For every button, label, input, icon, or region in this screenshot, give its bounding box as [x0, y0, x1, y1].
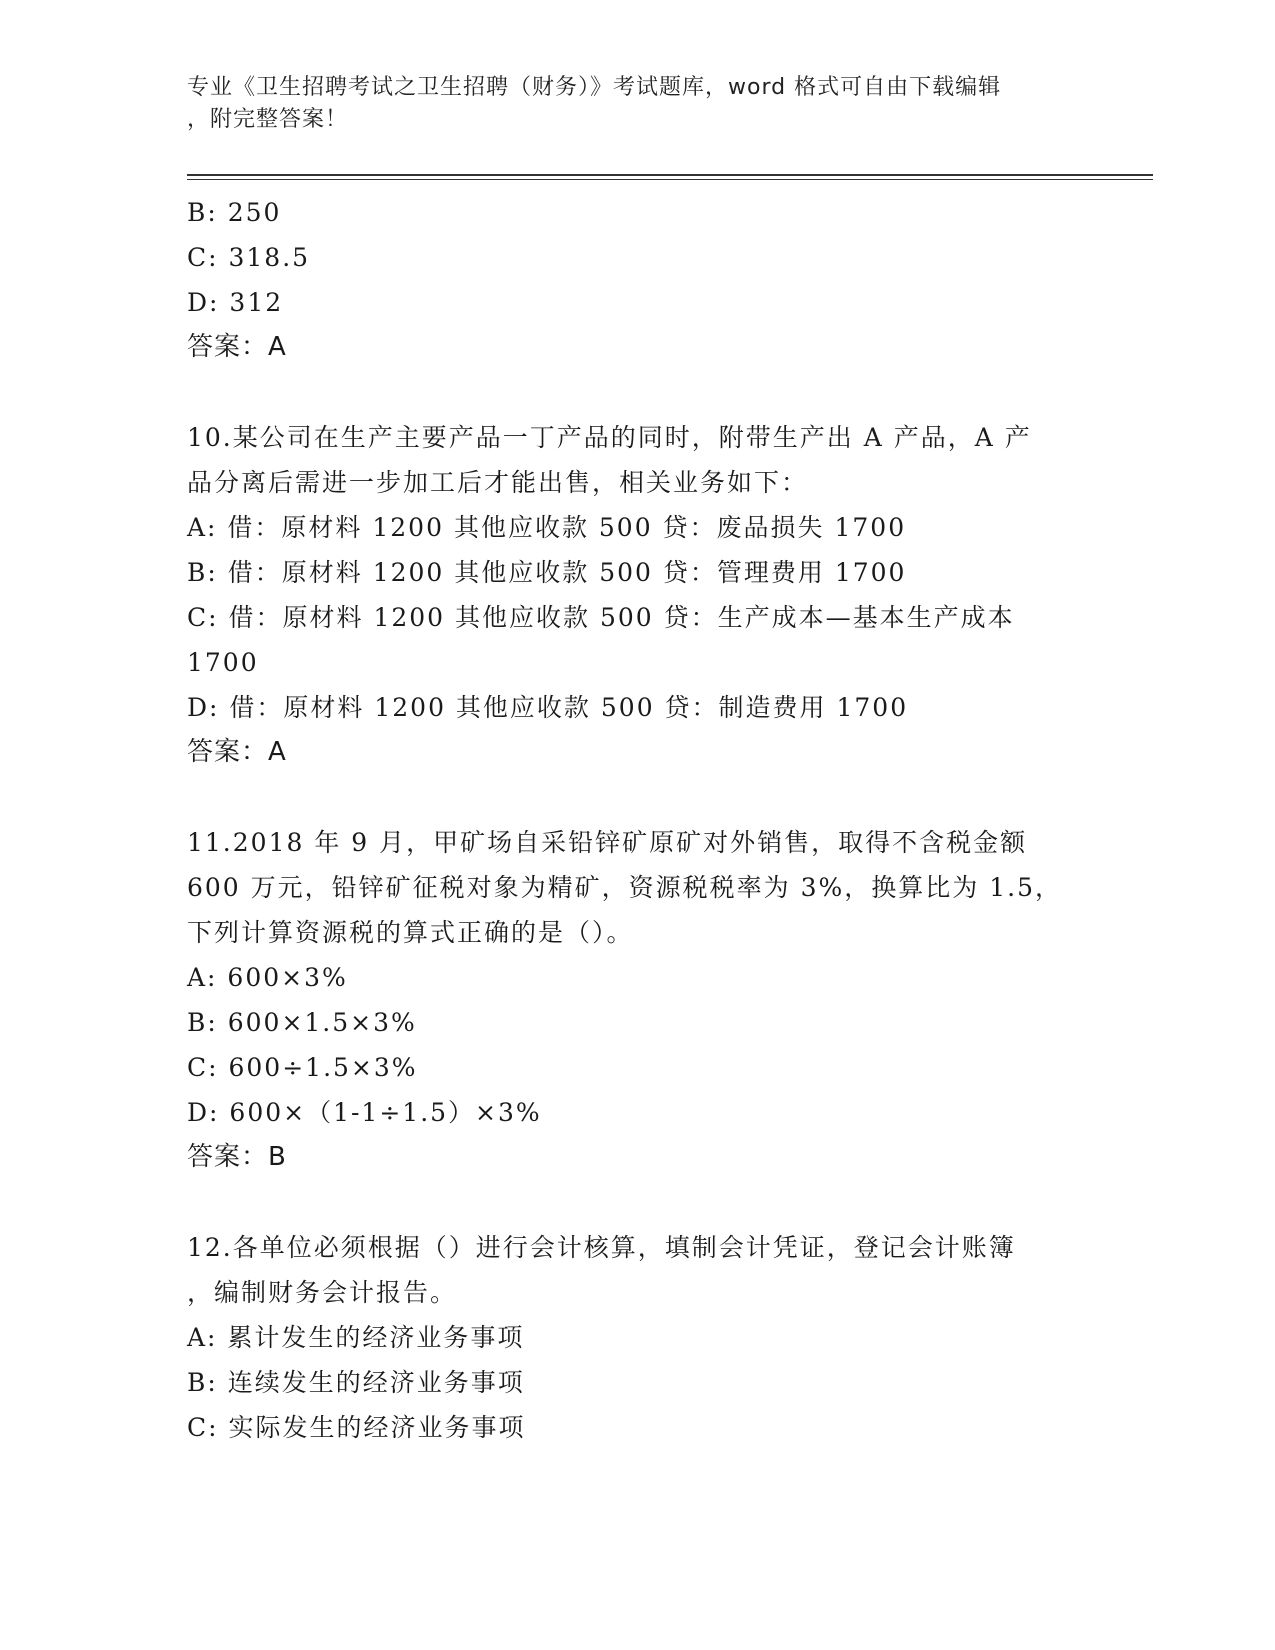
- question-stem: 品分离后需进一步加工后才能出售，相关业务如下：: [187, 468, 809, 497]
- spacer: [187, 775, 1067, 820]
- header-divider: [187, 179, 1153, 180]
- question-stem: 11.2018 年 9 月，甲矿场自采铅锌矿原矿对外销售，取得不含税金额: [187, 828, 1028, 857]
- option-a: A: 累计发生的经济业务事项: [187, 1323, 525, 1352]
- question-11: [187, 820, 1067, 1180]
- question-stem: 10.某公司在生产主要产品一丁产品的同时，附带生产出 A 产品，A 产: [187, 423, 1032, 452]
- header-divider: [187, 174, 1153, 176]
- header-line: ，附完整答案！: [187, 107, 349, 132]
- document-header: [187, 72, 1067, 136]
- option-d: D: 借：原材料 1200 其他应收款 500 贷：制造费用 1700: [187, 693, 909, 722]
- option-a: A: 借：原材料 1200 其他应收款 500 贷：废品损失 1700: [187, 513, 907, 542]
- option-b: B: 连续发生的经济业务事项: [187, 1368, 525, 1397]
- question-stem: 下列计算资源税的算式正确的是（）。: [187, 918, 634, 947]
- question-10: [187, 415, 1067, 775]
- question-stem: 12.各单位必须根据（）进行会计核算，填制会计凭证，登记会计账簿: [187, 1233, 1016, 1262]
- option-b: B: 250: [187, 198, 282, 227]
- option-a: A: 600×3%: [187, 963, 348, 992]
- option-d: D: 600×（1-1÷1.5）×3%: [187, 1098, 542, 1127]
- question-9-continuation: [187, 190, 1067, 370]
- option-b: B: 600×1.5×3%: [187, 1008, 417, 1037]
- header-line: 专业《卫生招聘考试之卫生招聘（财务）》考试题库，word 格式可自由下载编辑: [187, 75, 1002, 100]
- answer-line: 答案：A: [187, 332, 287, 362]
- option-c: C: 借：原材料 1200 其他应收款 500 贷：生产成本—基本生产成本: [187, 603, 1015, 632]
- option-c: C: 600÷1.5×3%: [187, 1053, 418, 1082]
- option-d: D: 312: [187, 288, 284, 317]
- answer-line: 答案：A: [187, 737, 287, 767]
- question-stem: ，编制财务会计报告。: [187, 1278, 458, 1307]
- spacer: [187, 1180, 1067, 1225]
- question-12: [187, 1225, 1067, 1450]
- option-b: B: 借：原材料 1200 其他应收款 500 贷：管理费用 1700: [187, 558, 907, 587]
- option-c: C: 实际发生的经济业务事项: [187, 1413, 526, 1442]
- answer-line: 答案：B: [187, 1142, 287, 1172]
- option-c-continued: 1700: [187, 648, 259, 677]
- question-stem: 600 万元，铅锌矿征税对象为精矿，资源税税率为 3%，换算比为 1.5，: [187, 873, 1062, 902]
- option-c: C: 318.5: [187, 243, 311, 272]
- spacer: [187, 370, 1067, 415]
- question-list: [187, 190, 1067, 1450]
